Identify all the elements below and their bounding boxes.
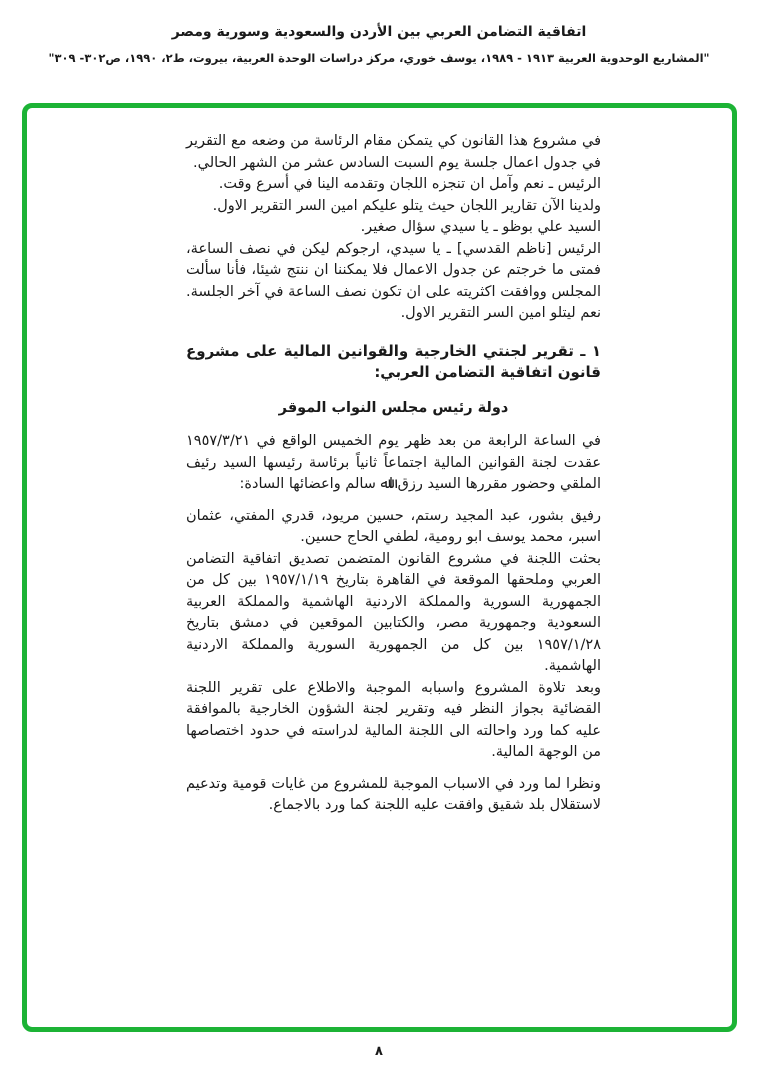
body-paragraph: في الساعة الرابعة من بعد ظهر يوم الخميس الواقع في ١٩٥٧/٣/٢١ عقدت لجنة القوانين المالية اجتماعاً ثانياً برئاسة رئيسها السيد رئيف الملقي وحضور مقررها السيد رزق اﷲ سالم واعضائها السادة: [186, 433, 601, 492]
body-paragraph: الرئيس ـ نعم وآمل ان تنجزه اللجان وتقدمه الينا في أسرع وقت. [218, 176, 601, 192]
body-paragraph: وبعد تلاوة المشروع واسبابه الموجبة والاطلاع على تقرير اللجنة القضائية بجواز النظر فيه وتقرير لجنة الشؤون الخارجية بالموافقة عليه كما ورد واحالته الى اللجنة المالية لدراسته في حدود اختصاصها من الوجهة المالية. [186, 679, 601, 760]
body-paragraph: رفيق بشور، عبد المجيد رستم، حسين مريود، قدري المفتي، عثمان اسبر، محمد يوسف ابو رومية، لطفي الحاج حسين. [186, 507, 601, 545]
document-title: اتفاقية التضامن العربي بين الأردن والسعودية وسورية ومصر [171, 24, 587, 40]
body-paragraph: في مشروع هذا القانون كي يتمكن مقام الرئاسة من وضعه مع التقرير في جدول اعمال جلسة يوم السبت السادس عشر من الشهر الحالي. [186, 133, 601, 171]
body-paragraph: الرئيس [ناظم القدسي] ـ يا سيدي، ارجوكم ليكن في نصف الساعة، فمتى ما خرجتم عن جدول الاعمال فلا يمكننا ان ننتج شيئا، فأنا سألت المجلس ووافقت اكثريته على ان تكون نصف الساعة في آخر الجلسة. نعم ليتلو امين السر التقرير الاول. [186, 240, 601, 321]
page-number: ٨ [375, 1044, 383, 1059]
body-paragraph: السيد علي بوظو ـ يا سيدي سؤال صغير. [360, 219, 601, 235]
body-paragraph: ولدينا الآن تقارير اللجان حيث يتلو عليكم امين السر التقرير الاول. [212, 197, 601, 214]
section-heading: ١ ـ تقرير لجنتي الخارجية والقوانين المالية على مشروع قانون اتفاقية التضامن العربي: [186, 341, 601, 381]
body-paragraph: بحثت اللجنة في مشروع القانون المتضمن تصديق اتفاقية التضامن العربي وملحقها الموقعة في القاهرة بتاريخ ١٩٥٧/١/١٩ بين كل من الجمهورية السورية والمملكة الاردنية الهاشمية والمملكة العربية السعودية وجمهورية مصر، والكتابين الموقعين في دمشق بتاريخ ١٩٥٧/١/٢٨ بين كل من الجمهورية السورية والمملكة الاردنية الهاشمية. [186, 550, 602, 674]
page-header [0, 24, 758, 65]
salutation-line: دولة رئيس مجلس النواب الموقر [278, 399, 509, 416]
document-body-text [186, 131, 601, 817]
document-citation: "المشاريع الوحدوية العربية ١٩١٣ - ١٩٨٩، يوسف خوري، مركز دراسات الوحدة العربية، بيروت، ط٢، ١٩٩٠، ص٣٠٢- ٣٠٩" [48, 51, 710, 65]
body-paragraph: ونظرا لما ورد في الاسباب الموجبة للمشروع من غايات قومية وتدعيم لاستقلال بلد شقيق وافقت عليه اللجنة كما ورد بالاجماع. [186, 775, 601, 813]
